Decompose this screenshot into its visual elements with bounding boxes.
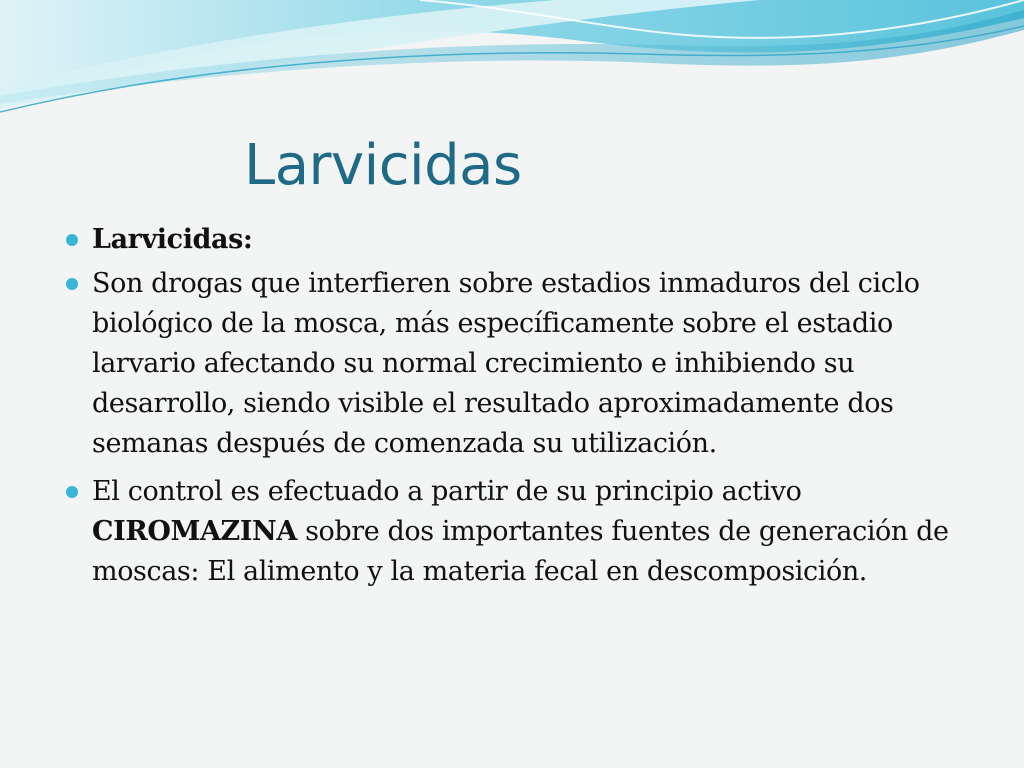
bullet-dot-icon bbox=[66, 234, 78, 246]
bullet-text-before: El control es efectuado a partir de su principio activo bbox=[92, 476, 802, 507]
active-ingredient: CIROMAZINA bbox=[92, 516, 297, 547]
decorative-wave-header bbox=[0, 0, 1024, 130]
slide-title: Larvicidas bbox=[244, 133, 522, 198]
bullet-item-larvicidas bbox=[64, 220, 984, 260]
bullet-text: Larvicidas: bbox=[92, 224, 253, 255]
bullet-dot-icon bbox=[66, 278, 78, 290]
bullet-dot-icon bbox=[66, 486, 78, 498]
bullet-list bbox=[64, 220, 984, 600]
bullet-text-after: sobre dos importantes fuentes de generación de moscas: El alimento y la materia fecal en descomposición. bbox=[92, 516, 949, 587]
bullet-text: Son drogas que interfieren sobre estadios inmaduros del ciclo biológico de la mosca, más específicamente sobre el estadio larvario afectando su normal crecimiento e inhibiendo su desarrollo, siendo visible el resultado aproximadamente dos semanas después de comenzada su utilización. bbox=[92, 268, 920, 459]
bullet-item-control bbox=[64, 472, 984, 592]
bullet-item-definition bbox=[64, 264, 984, 464]
